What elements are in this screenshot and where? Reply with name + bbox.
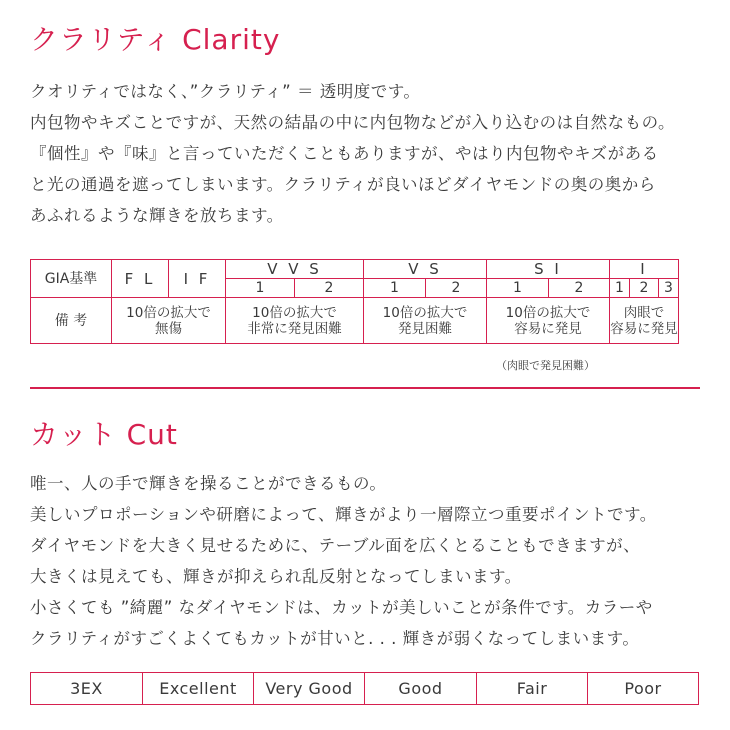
clarity-line: クオリティではなく、”クラリティ” ＝ 透明度です。 [30,82,421,101]
remark-line: 10倍の拡大で [126,304,211,321]
remark-si [487,298,610,344]
vvs-1: 1 [226,279,295,298]
vs-2: 2 [426,279,487,298]
cut-grade-excellent: Excellent [143,673,254,705]
i-2: 2 [630,279,659,298]
clarity-description [30,76,730,231]
remark-line: 発見困難 [398,320,452,337]
cut-line: クラリティがすごくよくてもカットが甘いと. . . 輝きが弱くなってしまいます。 [30,629,640,648]
remark-line: 10倍の拡大で [505,304,591,321]
remark-line: 容易に発見 [610,320,678,337]
cut-line: 小さくても ”綺麗” なダイヤモンドは、カットが美しいことが条件です。カラーや [30,598,653,617]
remark-line: 10倍の拡大で [382,304,468,321]
remark-line: 容易に発見 [514,320,582,337]
cut-grade-good: Good [365,673,477,705]
cut-line: 唯一、人の手で輝きを操ることができるもの。 [30,474,387,493]
remark-vvs [226,298,364,344]
remark-i [610,298,679,344]
vs-1: 1 [364,279,426,298]
remark-line: 無傷 [155,320,182,337]
cut-grade-3ex: 3EX [31,673,143,705]
remarks-label: 備 考 [31,298,112,344]
clarity-line: 『個性』や『味』と言っていただくこともありますが、やはり内包物やキズがある [30,144,659,163]
clarity-line: 内包物やキズことですが、天然の結晶の中に内包物などが入り込むのは自然なもの。 [30,113,676,132]
remark-line: 10倍の拡大で [252,304,337,321]
si-1: 1 [487,279,549,298]
clarity-grade-table [30,259,679,344]
remark-line: 非常に発見困難 [247,320,342,337]
grade-i: I [610,260,679,279]
grade-si: S I [487,260,610,279]
clarity-line: と光の通過を遮ってしまいます。クラリティが良いほどダイヤモンドの奥の奥から [30,175,656,194]
grade-vs: V S [364,260,487,279]
cut-heading: カット Cut [30,418,178,451]
clarity-heading: クラリティ Clarity [30,23,281,56]
section-divider [30,387,700,389]
cut-line: 大きくは見えても、輝きが抑えられ乱反射となってしまいます。 [30,567,522,586]
remark-vs [364,298,487,344]
grade-if: I F [169,260,226,298]
cut-grade-poor: Poor [588,673,699,705]
cut-line: 美しいプロポーションや研磨によって、輝きがより一層際立つ重要ポイントです。 [30,505,657,524]
cut-grade-table [30,672,699,705]
remark-fl-if [112,298,226,344]
grade-fl: F L [112,260,169,298]
cut-grade-fair: Fair [477,673,588,705]
naked-eye-footnote: （肉眼で発見困難） [496,359,595,372]
cut-line: ダイヤモンドを大きく見せるために、テーブル面を広くとることもできますが、 [30,536,641,555]
i-1: 1 [610,279,630,298]
gia-standard-label: GIA基準 [31,260,112,298]
cut-grade-very-good: Very Good [254,673,365,705]
si-2: 2 [549,279,610,298]
remark-line: 肉眼で [623,304,665,321]
clarity-line: あふれるような輝きを放ちます。 [30,206,284,225]
vvs-2: 2 [295,279,364,298]
i-3: 3 [659,279,679,298]
grade-vvs: V V S [226,260,364,279]
cut-description [30,468,730,654]
